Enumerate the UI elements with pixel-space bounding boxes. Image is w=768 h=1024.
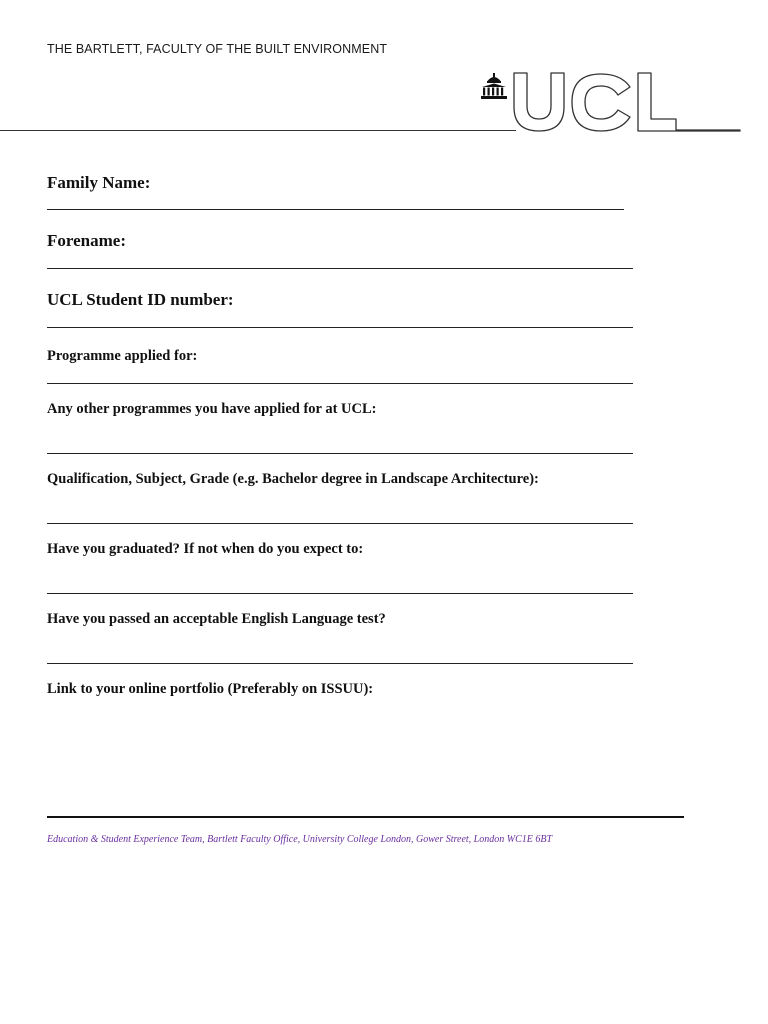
student-id-label: UCL Student ID number: <box>47 290 234 309</box>
family-name-label: Family Name: <box>47 173 151 192</box>
portfolio-label: Link to your online portfolio (Preferably on ISSUU): <box>47 681 374 697</box>
english-test-label: Have you passed an acceptable English Language test? <box>47 611 386 627</box>
other-programmes-label: Any other programmes you have applied for at UCL: <box>47 401 377 417</box>
family-name-line <box>47 209 624 210</box>
forename-line <box>47 268 633 269</box>
footer-address: Education & Student Experience Team, Bartlett Faculty Office, University College London, Gower Street, London WC1E 6BT <box>47 834 553 845</box>
graduated-label: Have you graduated? If not when do you expect to: <box>47 541 364 557</box>
qualification-line <box>47 523 633 524</box>
ucl-wordmark <box>514 73 740 131</box>
header-divider <box>0 130 516 131</box>
programme-label: Programme applied for: <box>47 348 198 364</box>
qualification-label: Qualification, Subject, Grade (e.g. Bachelor degree in Landscape Architecture): <box>47 471 539 487</box>
ucl-logo <box>478 70 742 134</box>
footer-divider <box>47 816 684 818</box>
portico-dome-icon <box>481 73 507 99</box>
student-id-line <box>47 327 633 328</box>
graduated-line <box>47 593 633 594</box>
programme-line <box>47 383 633 384</box>
english-test-line <box>47 663 633 664</box>
other-programmes-line <box>47 453 633 454</box>
faculty-header: THE BARTLETT, FACULTY OF THE BUILT ENVIRONMENT <box>47 42 388 56</box>
forename-label: Forename: <box>47 231 126 250</box>
